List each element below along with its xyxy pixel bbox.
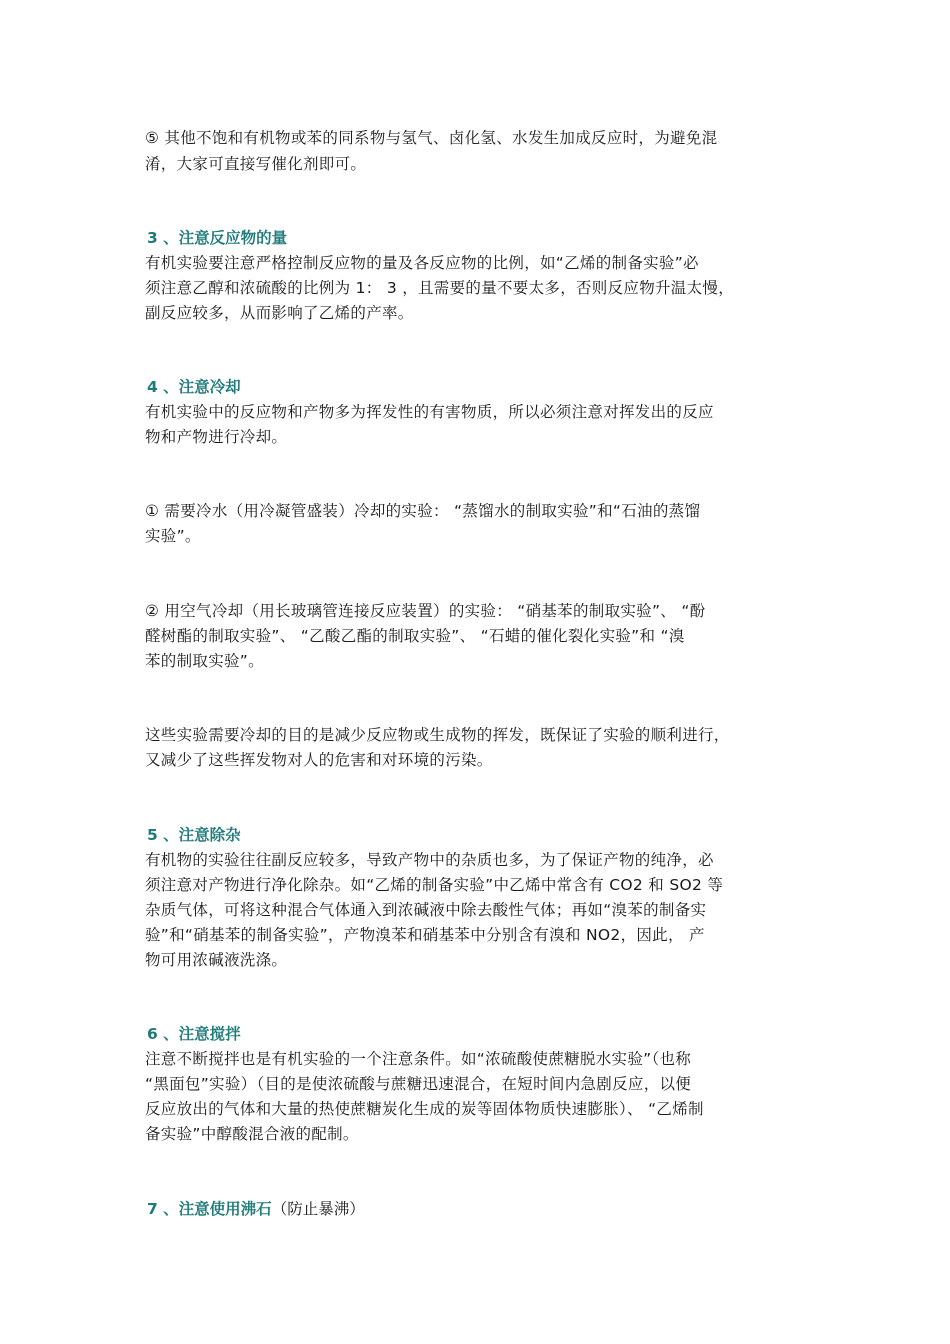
- section-heading-7-title: 7 、注意使用沸石: [147, 1200, 272, 1218]
- section-heading-7-note: （防止暴沸）: [271, 1200, 365, 1218]
- paragraph-line: 备实验”中醇酸混合液的配制。: [145, 1125, 359, 1143]
- paragraph-line: 注意不断搅拌也是有机实验的一个注意条件。如“浓硫酸使蔗糖脱水实验”（也称: [145, 1050, 692, 1068]
- paragraph-line: 这些实验需要冷却的目的是减少反应物或生成物的挥发，既保证了实验的顺利进行，: [145, 726, 730, 744]
- paragraph-line: 有机实验要注意严格控制反应物的量及各反应物的比例，如“乙烯的制备实验”必: [145, 254, 699, 272]
- list-item-line: 实验”。: [145, 527, 201, 545]
- paragraph-line: 须注意乙醇和浓硫酸的比例为 1： 3 ，且需要的量不要太多，否则反应物升温太慢，: [145, 279, 735, 297]
- section-heading-7: [147, 1196, 365, 1222]
- paragraph-line: 物可用浓碱液洗涤。: [145, 951, 288, 969]
- paragraph-line: 有机物的实验往往副反应较多，导致产物中的杂质也多，为了保证产物的纯净，必: [145, 851, 714, 869]
- paragraph-line: 物和产物进行冷却。: [145, 428, 288, 446]
- list-item-line: 醛树酯的制取实验”、 “乙酸乙酯的制取实验”、 “石蜡的催化裂化实验”和 “溴: [145, 627, 685, 645]
- section-heading-5: 5 、注意除杂: [147, 826, 241, 844]
- section-heading-3: 3 、注意反应物的量: [147, 229, 288, 247]
- list-item-line: ② 用空气冷却（用长玻璃管连接反应装置）的实验： “硝基苯的制取实验”、 “酚: [145, 602, 706, 620]
- list-item-line: 苯的制取实验”。: [145, 652, 264, 670]
- paragraph-line: 须注意对产物进行净化除杂。如“乙烯的制备实验”中乙烯中常含有 CO2 和 SO2 等: [145, 876, 724, 894]
- paragraph-line: 反应放出的气体和大量的热使蔗糖炭化生成的炭等固体物质快速膨胀）、 “乙烯制: [145, 1100, 704, 1118]
- section-heading-4: 4 、注意冷却: [147, 378, 241, 396]
- paragraph-line: 有机实验中的反应物和产物多为挥发性的有害物质，所以必须注意对挥发出的反应: [145, 403, 714, 421]
- paragraph-line: “黑面包”实验）（目的是使浓硫酸与蔗糖迅速混合，在短时间内急剧反应，以便: [145, 1075, 692, 1093]
- paragraph-line: 又减少了这些挥发物对人的危害和对环境的污染。: [145, 751, 493, 769]
- paragraph-line: 杂质气体，可将这种混合气体通入到浓碱液中除去酸性气体；再如“溴苯的制备实: [145, 901, 707, 919]
- paragraph-line: 验”和“硝基苯的制备实验”，产物溴苯和硝基苯中分别含有溴和 NO2，因此， 产: [145, 926, 705, 944]
- paragraph-line: ⑤ 其他不饱和有机物或苯的同系物与氢气、卤化氢、水发生加成反应时，为避免混: [145, 129, 718, 147]
- paragraph-line: 淆，大家可直接写催化剂即可。: [145, 155, 367, 173]
- list-item-line: ① 需要冷水（用冷凝管盛装）冷却的实验： “蒸馏水的制取实验”和“石油的蒸馏: [145, 502, 701, 520]
- section-heading-6: 6 、注意搅拌: [147, 1025, 241, 1043]
- paragraph-line: 副反应较多，从而影响了乙烯的产率。: [145, 304, 414, 322]
